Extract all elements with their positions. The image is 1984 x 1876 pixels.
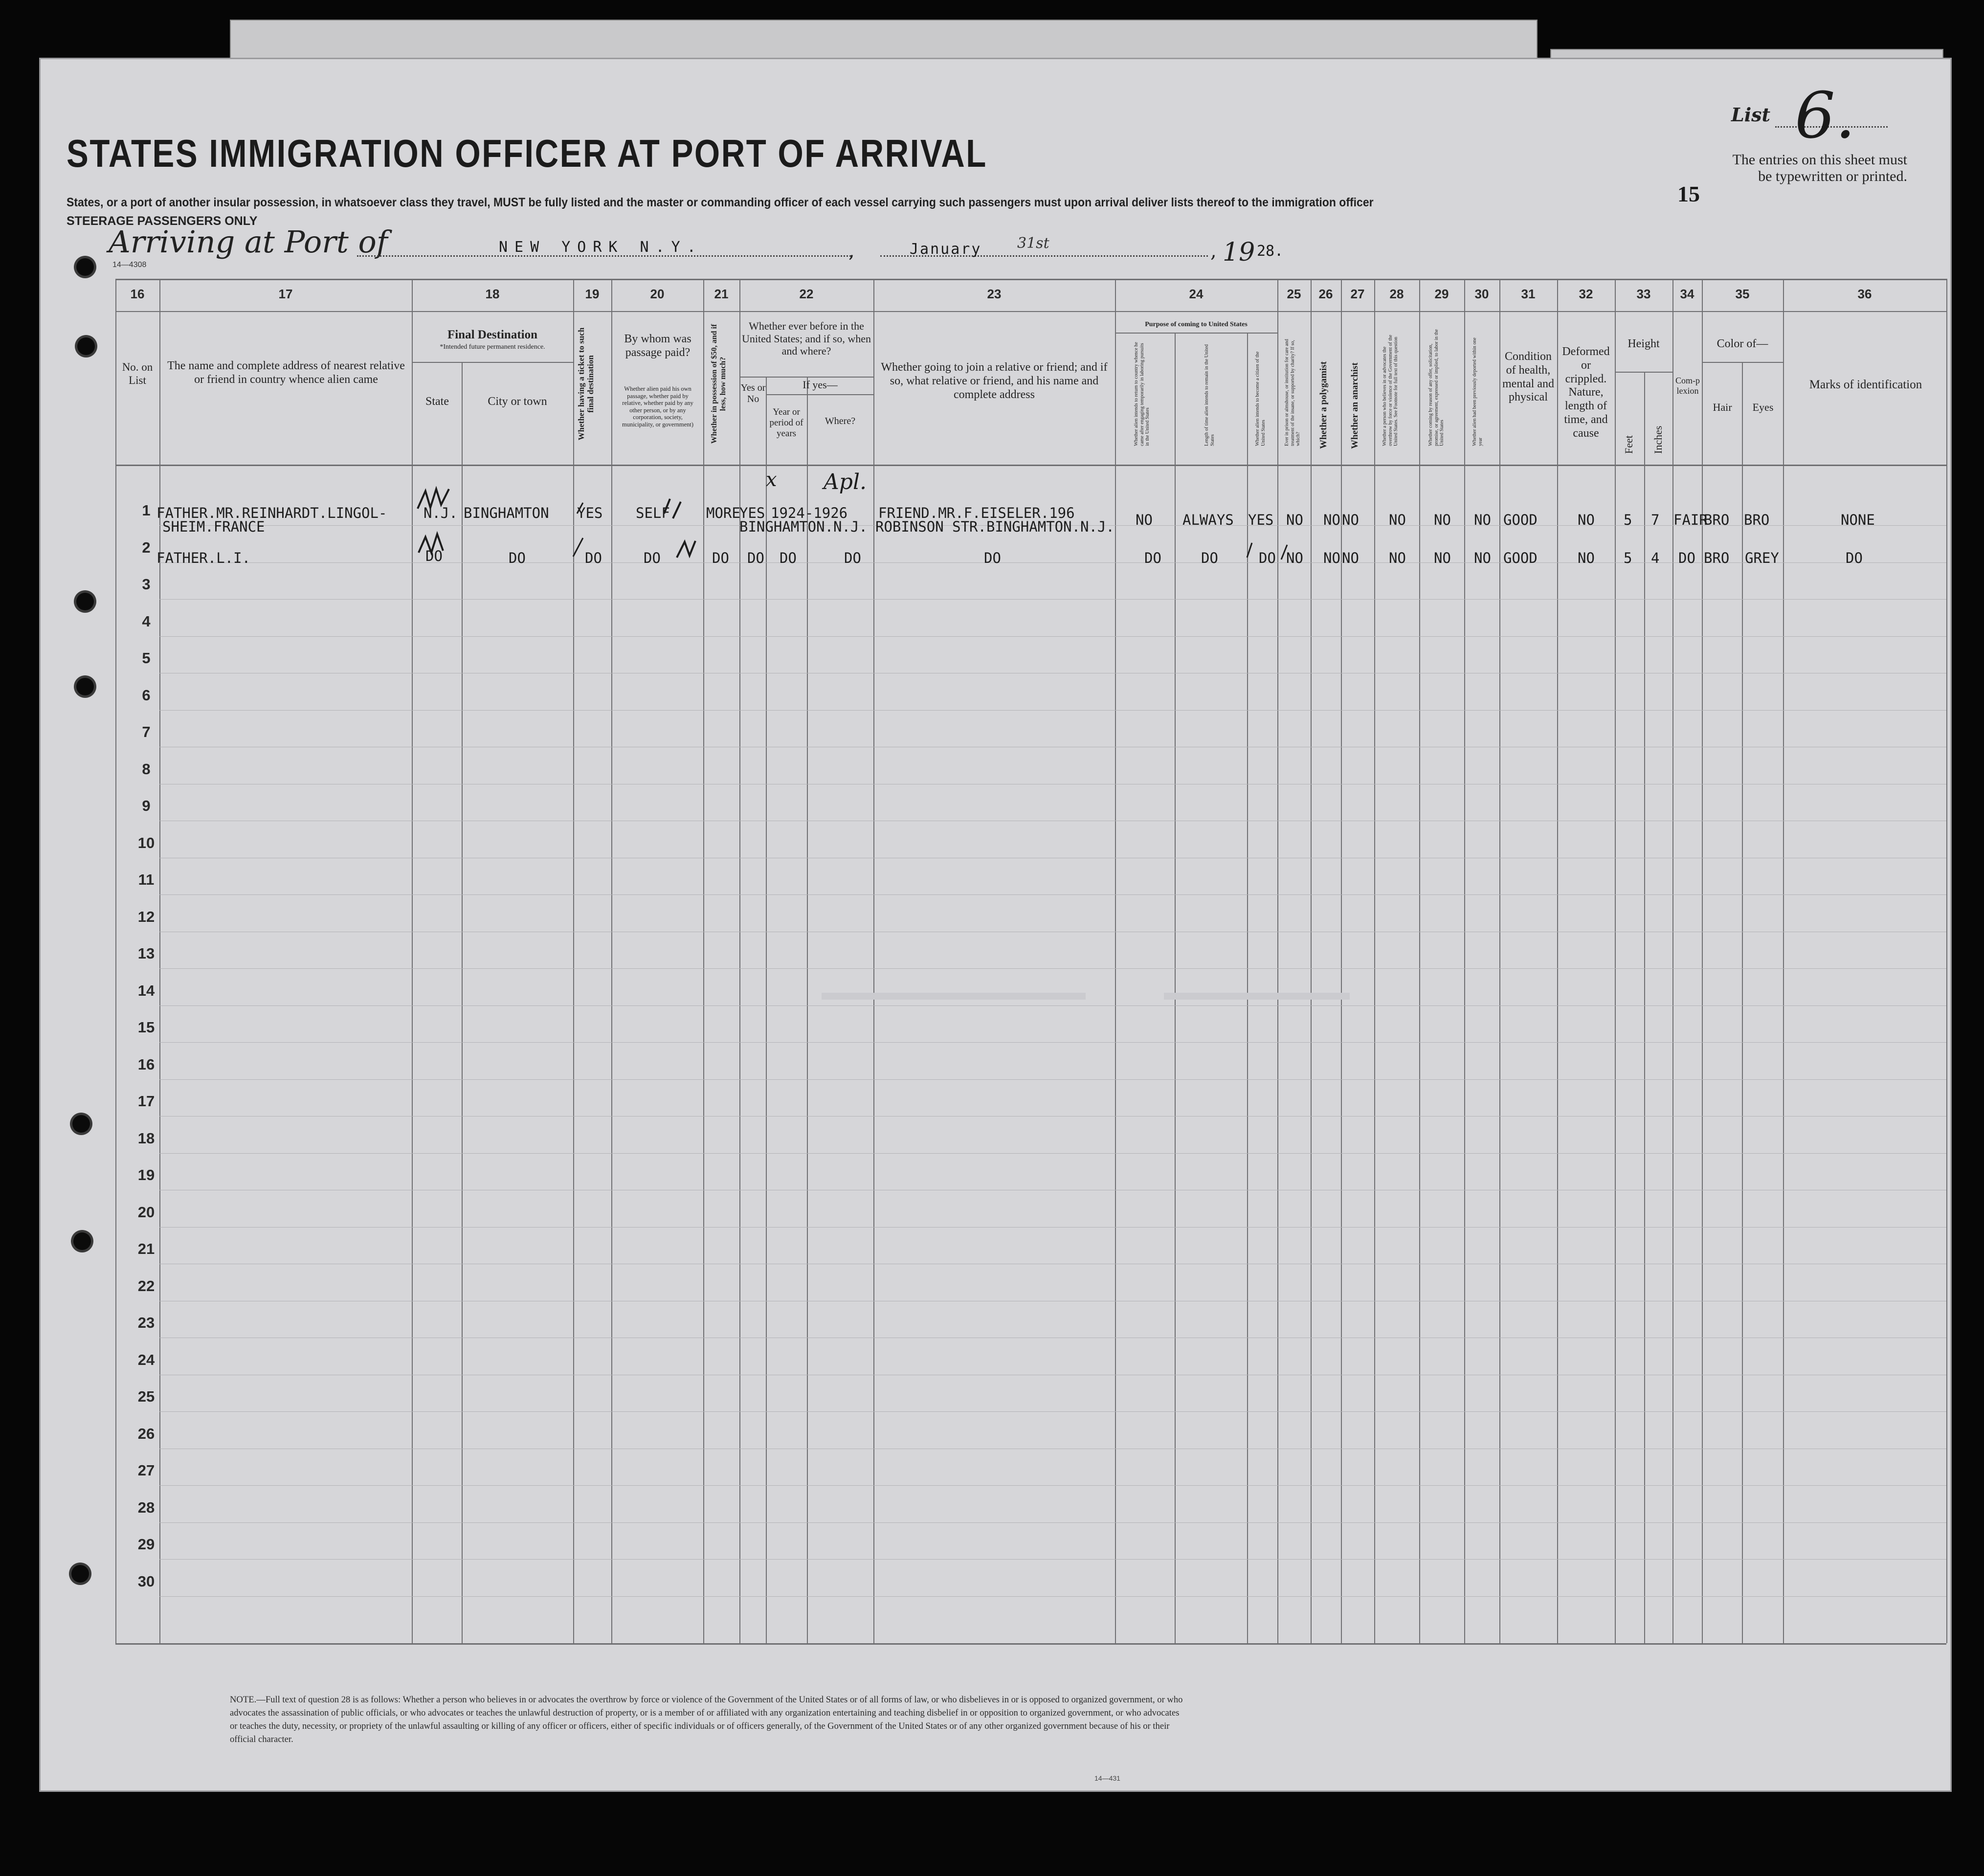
row-number: 25 <box>137 1388 155 1405</box>
row1-complexion: FAIR <box>1673 512 1708 528</box>
table-bottom-rule <box>115 1643 1946 1645</box>
header-deported: Whether alien had been previously deported within one year <box>1472 337 1483 446</box>
row1-eyes: BRO <box>1744 512 1770 528</box>
row-number: 11 <box>138 871 155 888</box>
row-number: 14 <box>137 982 155 999</box>
column-number: 22 <box>799 287 814 301</box>
instructions-line: States, or a port of another insular possession, in whatsoever class they travel, MUST be fully listed and the master or commanding officer of each vessel carrying such passengers must upon arrival deliver lists thereof to the immigration officer <box>67 196 1374 209</box>
header-anarchist: Whether an anarchist <box>1350 362 1360 449</box>
sheet-number: 15 <box>1677 181 1700 206</box>
header-dest-note: *Intended future permanent residence. <box>440 343 545 351</box>
column-number: 30 <box>1474 287 1489 301</box>
note-line-2: be typewritten or printed. <box>1758 168 1907 184</box>
row-number: 13 <box>137 945 155 962</box>
col-line <box>1946 279 1947 1643</box>
row1-return: NO <box>1136 512 1153 528</box>
col-line <box>1115 279 1116 1643</box>
row2-labor: NO <box>1434 550 1451 566</box>
purpose-sub-rule <box>1115 333 1277 334</box>
row-number: 5 <box>142 649 151 667</box>
row2-polygamist: NO <box>1323 550 1340 566</box>
before-sub-rule <box>739 377 873 378</box>
row1-polygamist: NO <box>1323 512 1340 528</box>
row-number: 16 <box>137 1055 155 1073</box>
handwritten-tick-marks <box>1242 538 1301 567</box>
row1-feet: 5 <box>1624 512 1632 528</box>
col-line <box>1175 333 1176 1643</box>
year-prefix: 19 <box>1223 238 1255 267</box>
row-number: 8 <box>142 760 151 778</box>
header-relative: The name and complete address of nearest relative or friend in country whence alien came <box>167 359 405 386</box>
header-purpose-length: Length of time alien intends to remain in the United States <box>1204 344 1215 446</box>
row-rule <box>159 1005 1946 1006</box>
col-line <box>1341 279 1342 1643</box>
row1-money: MORE <box>706 505 740 521</box>
row1-marks: NONE <box>1841 512 1875 528</box>
header-overthrow: Whether a person who believes in or advocates the overthrow by force or violence of the Government of the United States. See Footnote for full text of this question <box>1382 335 1399 446</box>
column-number: 32 <box>1579 287 1593 301</box>
row1-relative-cont: SHEIM.FRANCE <box>162 518 265 535</box>
column-number: 20 <box>650 287 665 301</box>
dest-sub-rule <box>412 362 573 363</box>
col-line <box>1672 279 1673 1643</box>
row2-hair: BRO <box>1704 550 1730 566</box>
binder-hole <box>77 337 95 355</box>
col-line <box>1277 279 1278 1643</box>
column-number: 25 <box>1287 287 1301 301</box>
header-purpose: Purpose of coming to United States <box>1145 321 1248 328</box>
row-number: 6 <box>142 686 151 704</box>
row2-return: DO <box>1144 550 1161 566</box>
height-sub-rule <box>1615 372 1672 373</box>
column-number: 34 <box>1680 287 1694 301</box>
page-title: STATES IMMIGRATION OFFICER AT PORT OF ARRIVAL <box>67 132 987 175</box>
row-rule <box>159 1227 1946 1228</box>
row-rule <box>159 968 1946 969</box>
header-inches: Inches <box>1652 425 1664 454</box>
column-number: 27 <box>1350 287 1365 301</box>
comma: , <box>1210 240 1217 262</box>
row2-paid-by: DO <box>644 550 661 566</box>
row1-join: FRIEND.MR.F.EISELER.196 <box>878 505 1075 521</box>
header-purpose-return: Whether alien intends to return to country whence he came after engaging temporarily in laboring pursuits in the United States <box>1134 342 1150 446</box>
col-line <box>1742 362 1743 1643</box>
row-number: 1 <box>142 502 151 519</box>
row-rule <box>159 1522 1946 1523</box>
row2-inches: 4 <box>1651 550 1660 566</box>
row1-deformed: NO <box>1578 512 1595 528</box>
header-ticket: Whether having a ticket to such final destination <box>577 327 595 441</box>
column-number: 19 <box>585 287 600 301</box>
column-number: 33 <box>1636 287 1651 301</box>
header-state: State <box>425 395 449 408</box>
list-label: List <box>1731 104 1771 126</box>
header-no-on-list: No. on List <box>122 361 153 386</box>
column-number: 26 <box>1318 287 1333 301</box>
row-number: 26 <box>137 1425 155 1442</box>
row2-deformed: NO <box>1578 550 1595 566</box>
header-purpose-citizen: Whether alien intends to become a citizen of the United States <box>1255 351 1266 446</box>
handwritten-apl-mark: Apl. <box>824 469 867 494</box>
footnote-question-28: NOTE.—Full text of question 28 is as follows: Whether a person who believes in or advocates the overthrow by force or violence of the Government of the United States or of all forms of law, or who disbelieves in or is opposed to organized government, or who advocates the assassination of public officials, or who advocates or teaches the unlawful destruction of property, or is a member of or affiliated with any organization entertaining and teaching disbelief in or opposition to organized government, or who advocates or teaches the duty, necessity, or propriety of the unlawful assaulting or killing of any officer or officers, either of specific individuals or of officers generally, of the Government of the United States or of any other organized government because of his or their official character. <box>230 1695 1183 1744</box>
row2-feet: 5 <box>1624 550 1632 566</box>
color-sub-rule <box>1702 362 1783 363</box>
row1-length: ALWAYS <box>1182 512 1234 528</box>
header-color-of: Color of— <box>1716 337 1768 350</box>
row2-overthrow: NO <box>1389 550 1406 566</box>
row2-complexion: DO <box>1678 550 1695 566</box>
row-rule <box>159 710 1946 711</box>
row-number: 10 <box>137 834 155 851</box>
header-health: Condition of health, mental and physical <box>1502 350 1554 404</box>
row-number: 15 <box>137 1019 155 1036</box>
row1-join-cont: ROBINSON STR.BINGHAMTON.N.J. <box>875 518 1115 535</box>
col-line <box>1557 279 1558 1643</box>
row1-ticket: YES <box>577 505 603 521</box>
binder-hole <box>71 1565 89 1583</box>
colnum-rule <box>115 311 1946 312</box>
col-line <box>873 279 874 1643</box>
header-deformed: Deformed or crippled. Nature, length of time, and cause <box>1562 345 1610 440</box>
day-value: 31st <box>1017 235 1049 252</box>
row-number: 22 <box>137 1277 155 1295</box>
header-height: Height <box>1627 337 1660 350</box>
row-number: 20 <box>137 1203 155 1221</box>
row2-before-yn: DO <box>747 550 764 566</box>
form-number: 14—4308 <box>112 261 147 269</box>
header-feet: Feet <box>1623 435 1635 454</box>
header-paid-by: By whom was passage paid? <box>624 333 691 359</box>
row2-length: DO <box>1201 550 1218 566</box>
row2-before-where: DO <box>844 550 861 566</box>
column-number: 24 <box>1189 287 1204 301</box>
header-polygamist: Whether a polygamist <box>1318 361 1329 449</box>
row-number: 21 <box>137 1240 155 1257</box>
row2-city: DO <box>509 550 526 566</box>
header-before-yesno: Yes or No <box>740 382 766 405</box>
binder-hole <box>73 1232 91 1250</box>
port-value: NEW YORK N.Y. <box>499 239 703 256</box>
column-number: 31 <box>1521 287 1536 301</box>
binder-hole <box>76 258 94 276</box>
month-value: January <box>910 241 982 258</box>
column-number: 35 <box>1735 287 1750 301</box>
row-rule <box>159 1079 1946 1080</box>
row1-citizen: YES <box>1248 512 1274 528</box>
col-line <box>1499 279 1500 1643</box>
row-rule <box>159 1596 1946 1597</box>
row1-paid-by: SELF <box>636 505 670 521</box>
bleed-through-mark <box>1164 993 1350 1000</box>
header-labor-offer: Whether coming by reason of any offer, solicitation, promise, or agreement, expressed or implied, to labor in the United States <box>1428 329 1445 446</box>
header-before-where: Where? <box>825 416 856 426</box>
bleed-through-mark <box>822 993 1086 1000</box>
col-line <box>1311 279 1312 1643</box>
row1-deported: NO <box>1474 512 1491 528</box>
row-rule <box>159 1153 1946 1154</box>
list-number: 6. <box>1795 78 1856 153</box>
row2-relative: FATHER.L.I. <box>156 550 251 566</box>
column-number: 23 <box>987 287 1002 301</box>
row2-marks: DO <box>1846 550 1863 566</box>
col-line <box>1247 333 1248 1643</box>
table-top-rule <box>115 279 1946 280</box>
passenger-class: STEERAGE PASSENGERS ONLY <box>67 214 258 228</box>
header-eyes: Eyes <box>1752 401 1774 413</box>
handwritten-check-marks <box>411 479 851 567</box>
row1-city: BINGHAMTON <box>464 505 549 521</box>
row2-state: DO <box>425 548 443 564</box>
row-number: 2 <box>142 538 151 556</box>
row2-prison: NO <box>1286 550 1303 566</box>
row1-before-years: 1924-1926 <box>771 505 848 521</box>
column-number: 28 <box>1389 287 1404 301</box>
header-marks: Marks of identification <box>1809 378 1922 391</box>
row1-anarchist: NO <box>1342 512 1359 528</box>
binder-hole <box>72 1115 90 1133</box>
typewritten-note <box>1633 152 1907 185</box>
row-rule <box>159 1559 1946 1560</box>
col-line <box>1464 279 1465 1643</box>
before-ifyes-rule <box>766 394 873 395</box>
column-number: 21 <box>714 287 729 301</box>
col-line <box>1374 279 1375 1643</box>
col-line <box>1783 279 1784 1643</box>
handwritten-before-mark: x <box>766 469 777 491</box>
header-city: City or town <box>488 395 547 408</box>
row-rule <box>159 1485 1946 1486</box>
row2-health: GOOD <box>1503 550 1538 566</box>
row2-join: DO <box>984 550 1001 566</box>
col-line <box>1419 279 1420 1643</box>
footer-form-number: 14—431 <box>1094 1774 1120 1782</box>
column-number: 17 <box>278 287 293 301</box>
row-rule <box>159 894 1946 895</box>
year-suffix: 28. <box>1257 243 1284 260</box>
row2-money: DO <box>712 550 729 566</box>
row-number: 9 <box>142 797 151 814</box>
row1-labor: NO <box>1434 512 1451 528</box>
row-number: 17 <box>137 1093 155 1110</box>
row-number: 19 <box>137 1166 155 1184</box>
row-number: 7 <box>142 723 151 740</box>
row1-health: GOOD <box>1503 512 1538 528</box>
header-complexion: Com-plexion <box>1675 376 1700 396</box>
row1-before-where: BINGHAMTON.N.J. <box>739 518 868 535</box>
column-number: 16 <box>130 287 145 301</box>
binder-hole <box>76 593 94 610</box>
row1-prison: NO <box>1286 512 1303 528</box>
arriving-label: Arriving at Port of <box>109 224 388 260</box>
row2-before-years: DO <box>780 550 797 566</box>
manifest-sheet <box>39 58 1952 1792</box>
header-hair: Hair <box>1713 401 1732 413</box>
header-before-year: Year or period of years <box>769 407 803 439</box>
row-rule <box>159 1042 1946 1043</box>
header-join-relative: Whether going to join a relative or friend; and if so, what relative or friend, and his name and complete address <box>881 361 1108 401</box>
col-line <box>1702 279 1703 1643</box>
row-rule <box>159 599 1946 600</box>
row1-relative: FATHER.MR.REINHARDT.LINGOL- <box>156 505 387 521</box>
header-final-destination: Final Destination <box>447 328 538 341</box>
row-number: 4 <box>142 612 151 630</box>
row-number: 27 <box>137 1462 155 1479</box>
row2-anarchist: NO <box>1342 550 1359 566</box>
column-number: 36 <box>1857 287 1872 301</box>
row-rule <box>159 1411 1946 1412</box>
row2-deported: NO <box>1474 550 1491 566</box>
column-number: 18 <box>485 287 500 301</box>
header-bottom-rule <box>115 465 1946 466</box>
row2-citizen: DO <box>1259 550 1276 566</box>
column-number: 29 <box>1434 287 1449 301</box>
header-before-us: Whether ever before in the United States; and if so, when and where? <box>742 320 871 357</box>
col-line <box>1615 279 1616 1643</box>
row1-before-yn: YES <box>739 505 765 521</box>
row-number: 30 <box>137 1572 155 1590</box>
header-money: Whether in possession of $50, and if less, how much? <box>710 324 727 444</box>
row-number: 23 <box>137 1314 155 1331</box>
header-prison: Ever in prison or almshouse, or institution for care and treatment of the insane, or supported by charity? If so, which? <box>1284 339 1301 446</box>
header-if-yes: If yes— <box>803 379 838 391</box>
row-number: 3 <box>142 576 151 593</box>
col-line <box>115 279 116 1643</box>
row-number: 29 <box>137 1536 155 1553</box>
binder-hole <box>76 678 94 695</box>
row1-state: N.J. <box>424 505 458 521</box>
note-line-1: The entries on this sheet must <box>1732 152 1907 168</box>
row-number: 18 <box>137 1129 155 1147</box>
row-rule <box>159 1116 1946 1117</box>
row1-inches: 7 <box>1651 512 1660 528</box>
row1-overthrow: NO <box>1389 512 1406 528</box>
row-number: 12 <box>137 908 155 925</box>
row-rule <box>159 636 1946 637</box>
row-number: 24 <box>137 1351 155 1368</box>
row1-hair: BRO <box>1704 512 1730 528</box>
row2-eyes: GREY <box>1745 550 1779 566</box>
header-paid-note: Whether alien paid his own passage, whether paid by relative, whether paid by any other person, or by any corporation, society, municipality, or government) <box>622 385 694 428</box>
comma: , <box>848 240 855 262</box>
row2-ticket: DO <box>585 550 602 566</box>
row-number: 28 <box>137 1498 155 1516</box>
